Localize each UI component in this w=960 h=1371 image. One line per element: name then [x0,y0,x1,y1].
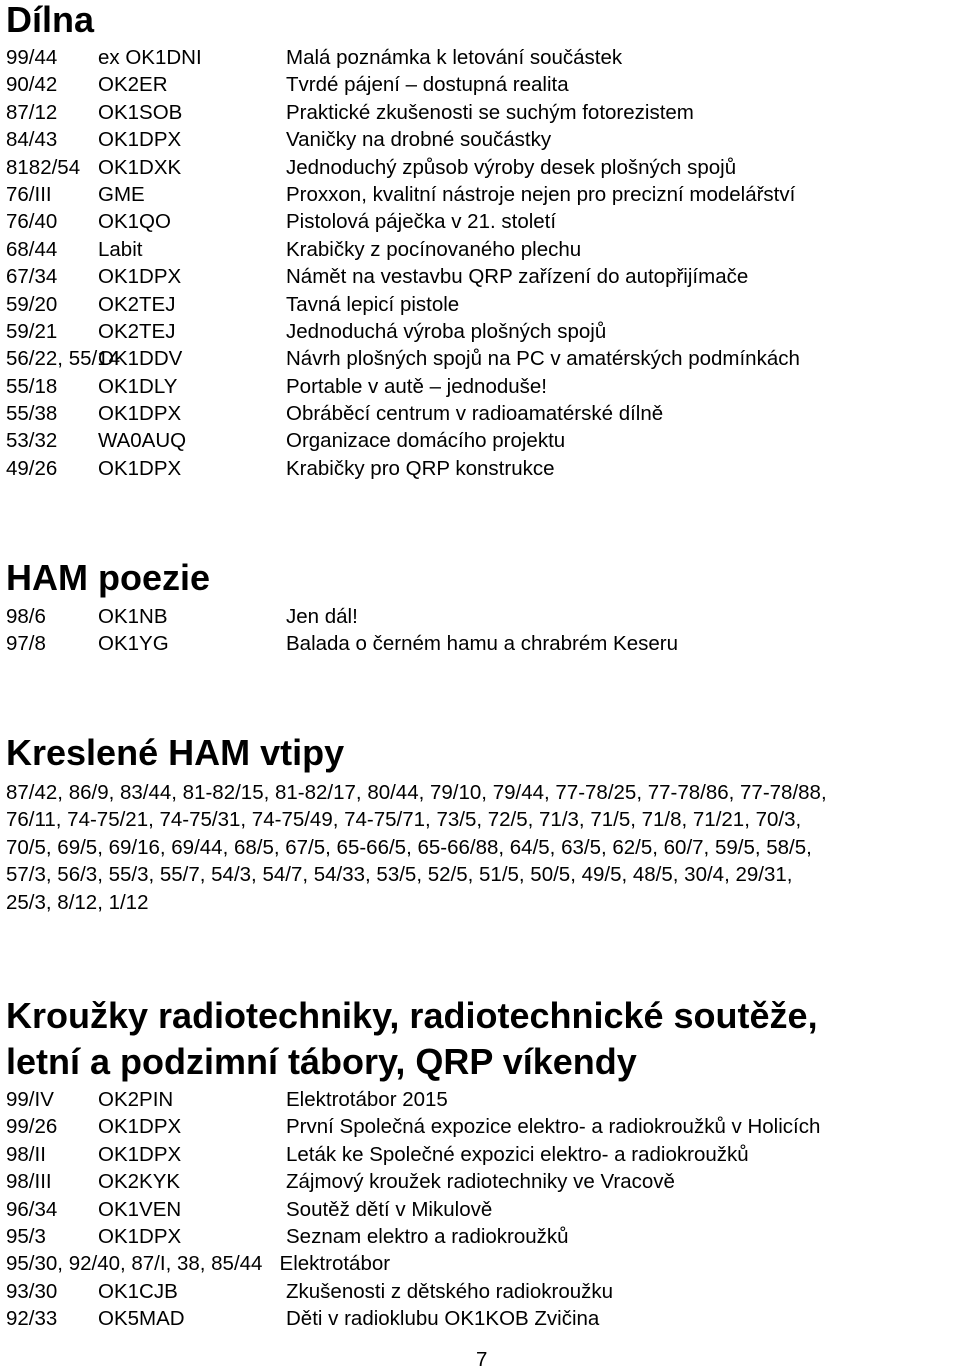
item-title: Tvrdé pájení – dostupná realita [286,73,569,97]
item-ref: 98/6 [6,605,46,628]
item-author: OK1DPX [98,1142,182,1166]
item-author: OK1DPX [98,265,182,289]
item-ref: 67/34 [6,265,58,289]
list-item [6,71,956,98]
item-title: Návrh plošných spojů na PC v amatérských podmínkách [286,347,800,371]
section-title-dilna: Dílna [6,0,95,40]
list-item [6,291,956,318]
item-ref: 76/40 [6,210,58,234]
list-item [6,1086,956,1113]
item-title: Organizace domácího projektu [286,429,566,453]
vtipy-line: 76/11, 74-75/21, 74-75/31, 74-75/49, 74-75/71, 73/5, 72/5, 71/3, 71/5, 71/8, 71/21, 70/3, [6,808,802,832]
item-ref: 8182/54 [6,155,81,179]
item-title: Leták ke Společné expozici elektro- a radiokroužků [286,1142,749,1166]
list-krouzky [6,1086,956,1333]
list-dilna [6,44,956,482]
item-title: Jednoduchý způsob výroby desek plošných spojů [286,155,737,179]
item-title: Seznam elektro a radiokroužků [286,1224,569,1248]
item-author: WA0AUQ [98,429,187,453]
item-title: Balada o černém hamu a chrabrém Keseru [286,632,678,656]
item-title: Jednoduchá výroba plošných spojů [286,319,607,343]
list-item [6,603,956,630]
list-item [6,1278,956,1305]
list-poezie [6,603,956,658]
item-ref: 98/II [6,1142,46,1166]
item-author: Labit [98,237,143,261]
item-title: Vaničky na drobné součástky [286,128,552,152]
list-item [6,318,956,345]
item-ref: 59/20 [6,292,58,316]
item-title: Tavná lepicí pistole [286,292,460,316]
item-ref: 56/22, 55/14 [6,347,120,371]
vtipy-line: 57/3, 56/3, 55/3, 55/7, 54/3, 54/7, 54/33, 53/5, 52/5, 51/5, 50/5, 49/5, 48/5, 30/4, 29/31, [6,863,793,887]
item-author: OK1QO [98,210,171,234]
list-item [6,400,956,427]
list-item-special: 95/30, 92/40, 87/I, 38, 85/44 Elektrotábor [6,1252,391,1276]
item-ref: 93/30 [6,1279,58,1303]
item-author: OK1DDV [98,347,183,371]
item-author: OK5MAD [98,1307,185,1331]
list-item [6,99,956,126]
item-title: Zkušenosti z dětského radiokroužku [286,1279,614,1303]
list-item [6,373,956,400]
section-title-krouzky-line2: letní a podzimní tábory, QRP víkendy [6,1041,637,1082]
vtipy-issue-list [6,779,956,916]
item-author: OK1SOB [98,100,183,124]
item-ref: 76/III [6,182,52,206]
item-ref: 90/42 [6,73,58,97]
vtipy-line: 70/5, 69/5, 69/16, 69/44, 68/5, 67/5, 65-66/5, 65-66/88, 64/5, 63/5, 62/5, 60/7, 59/5, 58/5, [6,835,812,859]
item-author: ex OK1DNI [98,46,202,69]
section-title-krouzky-line1: Kroužky radiotechniky, radiotechnické soutěže, [6,995,818,1036]
item-title: Obráběcí centrum v radioamatérské dílně [286,402,664,426]
section-title-krouzky [6,993,818,1085]
item-title: Krabičky z pocínovaného plechu [286,237,582,261]
item-ref: 84/43 [6,128,58,152]
item-ref: 68/44 [6,237,58,261]
item-title: Jen dál! [286,605,358,628]
item-ref: 59/21 [6,319,58,343]
list-item [6,427,956,454]
list-item [6,44,956,71]
item-title: Námět na vestavbu QRP zařízení do autopřijímače [286,265,749,289]
item-ref: 99/44 [6,46,58,69]
item-ref: 87/12 [6,100,58,124]
item-title: Krabičky pro QRP konstrukce [286,456,555,480]
item-ref: 92/33 [6,1307,58,1331]
list-item [6,208,956,235]
item-author: OK1DXK [98,155,182,179]
item-ref: 99/IV [6,1088,54,1111]
item-title: Soutěž dětí v Mikulově [286,1197,493,1221]
item-author: OK1DPX [98,1115,182,1139]
list-item [6,1223,956,1250]
list-item [6,1113,956,1140]
section-title-poezie: HAM poezie [6,557,211,598]
item-author: OK1DLY [98,374,178,398]
item-author: OK1DPX [98,456,182,480]
list-item [6,1305,956,1332]
item-author: OK1DPX [98,1224,182,1248]
item-title: Portable v autě – jednoduše! [286,374,547,398]
list-item [6,1196,956,1223]
item-title: První Společná expozice elektro- a radiokroužků v Holicích [286,1115,821,1139]
item-title: Děti v radioklubu OK1KOB Zvičina [286,1307,600,1331]
item-author: OK1NB [98,605,168,628]
list-item [6,236,956,263]
item-ref: 97/8 [6,632,46,656]
item-title: Proxxon, kvalitní nástroje nejen pro precizní modelářství [286,182,796,206]
item-author: OK1CJB [98,1279,178,1303]
list-item [6,154,956,181]
list-item [6,1168,956,1195]
list-item [6,345,956,372]
item-author: OK1YG [98,632,169,656]
list-item [6,263,956,290]
item-ref: 96/34 [6,1197,58,1221]
item-title: Praktické zkušenosti se suchým fotorezistem [286,100,694,124]
vtipy-line: 25/3, 8/12, 1/12 [6,890,149,914]
item-ref: 95/3 [6,1224,46,1248]
list-item [6,126,956,153]
item-author: OK1DPX [98,402,182,426]
item-ref: 53/32 [6,429,58,453]
list-item [6,181,956,208]
item-ref: 98/III [6,1170,52,1194]
page-number: 7 [476,1348,488,1371]
item-ref: 99/26 [6,1115,58,1139]
item-ref: 55/38 [6,402,58,426]
item-author: OK2KYK [98,1170,181,1194]
list-item [6,455,956,482]
vtipy-line: 87/42, 86/9, 83/44, 81-82/15, 81-82/17, 80/44, 79/10, 79/44, 77-78/25, 77-78/86, 77-78/88, [6,781,827,804]
item-author: OK1VEN [98,1197,182,1221]
list-item [6,1141,956,1168]
item-author: GME [98,182,145,206]
list-item [6,630,956,657]
item-title: Zájmový kroužek radiotechniky ve Vracově [286,1170,675,1194]
item-ref: 55/18 [6,374,58,398]
item-title: Pistolová páječka v 21. století [286,210,557,234]
item-title: Malá poznámka k letování součástek [286,46,623,69]
item-author: OK2TEJ [98,319,176,343]
item-author: OK2ER [98,73,168,97]
item-ref: 49/26 [6,456,58,480]
item-title: Elektrotábor 2015 [286,1088,448,1111]
item-author: OK2PIN [98,1088,174,1111]
item-author: OK1DPX [98,128,182,152]
item-author: OK2TEJ [98,292,176,316]
section-title-vtipy: Kreslené HAM vtipy [6,732,345,773]
